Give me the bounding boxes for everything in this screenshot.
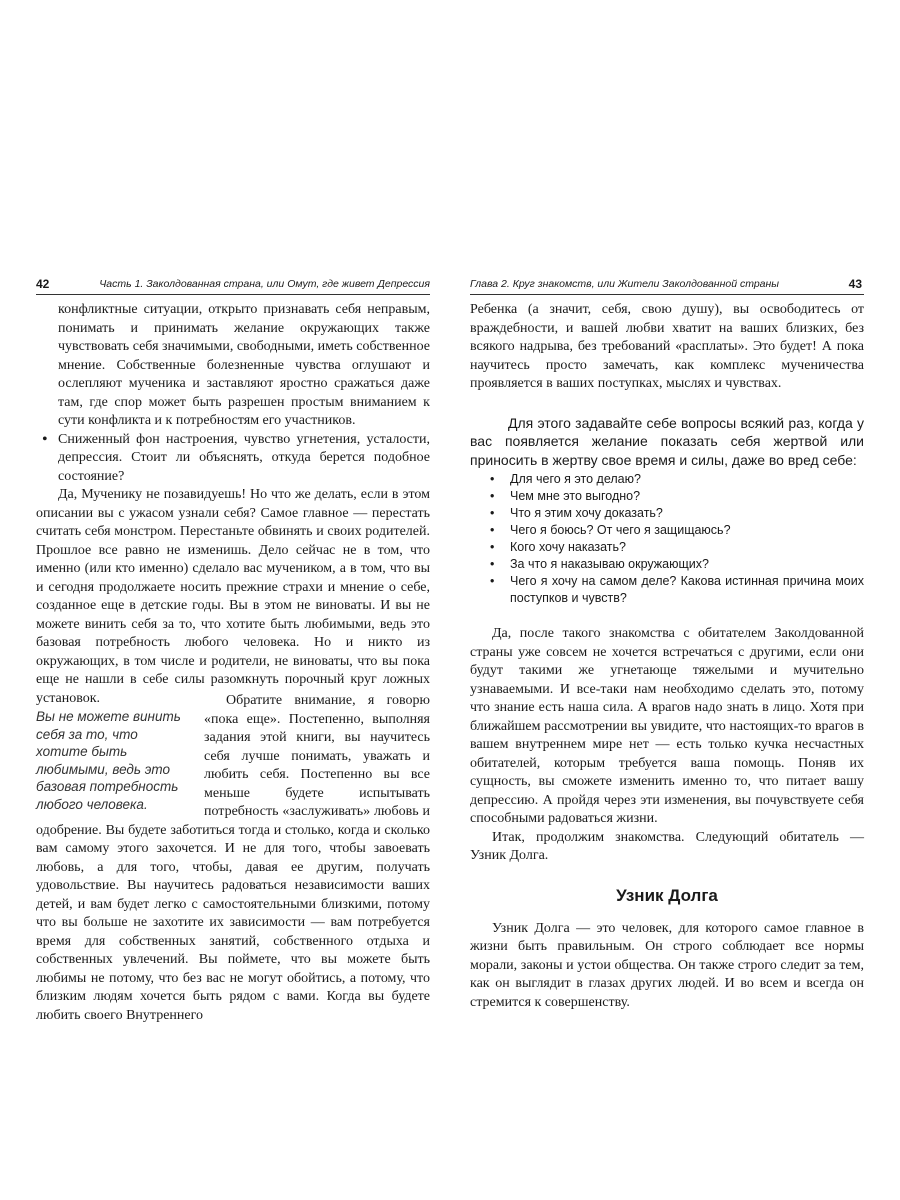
paragraph: Ребенка (а значит, себя, свою душу), вы освободитесь от враждебности, и вашей любви хватит на ваших близких, без всякого надрыва, без требований «расплаты». Это будет! А пока научитесь просто замечать, как комплекс мученичества проявляется в ваших поступках, мыслях и чувствах. [470,302,864,391]
bullet-icon: • [42,430,48,448]
page-number-right: 43 [848,277,862,291]
bullet-icon: • [490,472,495,486]
question-item: • Что я этим хочу доказать? [490,506,663,520]
question-item: • Кого хочу наказать? [490,540,626,554]
question-list [470,471,864,607]
paragraph: Да, Мученику не позавидуешь! Но что же делать, если в этом описании вы с ужасом узнали себя? Самое главное — перестать считать себя монстром. Перестаньте обвинять и своих родителей. Прошлое все равно не изменишь. Дело сейчас не в том, что именно (или кто именно) сделало вас мучеником, а в том, что вы и сегодня продолжаете носить прежние страхи и мнение о себе, созданное еще в детские годы. Вы в этом не виноваты. И вы не можете винить себя за то, что хотите быть любимыми, ведь это базовая потребность любого человека. Но и никто из окружающих, в том числе и родители, не виноваты, что вы пока еще не нашли в себе силы разомкнуть порочный круг ложных установок. [36,487,430,706]
question-item: • За что я наказываю окружающих? [490,557,709,571]
exercise-intro: Для этого задавайте себе вопросы всякий раз, когда у вас появляется желание показать себя жертвой или приносить в жертву свое время и силы, даже во вред себе: [470,414,864,468]
exercise-block [470,414,864,608]
paragraph: Итак, продолжим знакомства. Следующий обитатель — Узник Долга. [470,829,864,863]
question-item: • Для чего я это делаю? [490,472,641,486]
bullet-text: Сниженный фон настроения, чувство угнетения, усталости, депрессия. Стоит ли объяснять, откуда берется подобное состояние? [58,431,430,484]
question-item: • Чем мне это выгодно? [490,489,641,503]
running-head-left [36,276,430,295]
bullet-icon: • [490,574,495,588]
question-item: • Чего я боюсь? От чего я защищаюсь? [490,523,731,537]
running-head-title-left: Часть 1. Заколдованная страна, или Омут, где живет Депрессия [99,278,430,290]
page-number-left: 42 [36,277,50,291]
pull-quote: Вы не можете винить себя за то, что хотите быть любимыми, ведь это базовая потребность любого человека. [36,709,181,812]
running-head-right [470,276,864,295]
question-item: • Чего я хочу на самом деле? Какова истинная причина моих поступков и чувств? [490,574,864,605]
bullet-icon: • [490,489,495,503]
paragraph: Узник Долга — это человек, для которого самое главное в жизни быть правильным. Он строго соблюдает все нормы морали, законы и устои общества. Он также строго следит за тем, как он выглядит в глазах других людей. И во всем и всегда он стремится к совершенству. [470,920,864,1010]
section-heading: Узник Долга [616,885,718,905]
callout-section [36,692,430,1025]
left-page [36,276,430,1025]
bullet-icon: • [490,523,495,537]
bullet-continuation: конфликтные ситуации, открыто признавать себя неправым, понимать и принимать желание окружающих также чувствовать себя значимыми, свободными, иметь собственное мнение. Собственные болезненные чувства оглушают и ослепляют мученика и заставляют яростно сражаться даже там, где спор может быть разрешен простым вниманием к сути конфликта и к потребностям его участников. [58,302,431,428]
bullet-icon: • [490,506,495,520]
paragraph: Да, после такого знакомства с обитателем Заколдованной страны уже совсем не хочется встречаться с другими, если они будут такими же угнетающе тяжелыми и мучительно узнаваемыми. И все-таки нам необходимо сделать это, потому что знание есть наша сила. А врагов надо знать в лицо. Хотя при ближайшем рассмотрении вы увидите, что настоящих-то врагов в вашем внутреннем мире нет — есть только кучка несчастных обитателей, которым требуется ваша помощь. Поняв их сущность, вы сможете изменить именно то, что питает вашу депрессию. А пройдя через эти изменения, вы почувствуете себя способными радоваться жизни. [470,626,864,826]
bullet-item [36,431,430,487]
bullet-icon: • [490,557,495,571]
running-head-title-right: Глава 2. Круг знакомств, или Жители Заколдованной страны [470,278,780,290]
right-page [470,276,864,1012]
bullet-icon: • [490,540,495,554]
paragraph: Обратите внимание, я говорю «пока еще». Постепенно, выполняя задания этой книги, вы научитесь себя лучше понимать, уважать и любить себя. Постепенно вы все меньше будете испытывать потребность «заслуживать» любовь и одобрение. Вы будете заботиться тогда и столько, когда и сколько вам самому этого захочется. И не для того, чтобы завоевать любовь, а для того, чтобы, давая ее другим, получать удовольствие. Вы научитесь радоваться независимости ваших детей, и вам будет легко с самостоятельными близкими, потому что вы больше не захотите их зависимости — вам потребуется время для собственных занятий, собственного отдыха и собственных увлечений. Вы поймете, что вы можете быть любимы не потому, что без вас не могут обойтись, а потому, что близким людям хочется быть рядом с вами. Когда вы будете любить своего Внутреннего [36,693,430,1023]
